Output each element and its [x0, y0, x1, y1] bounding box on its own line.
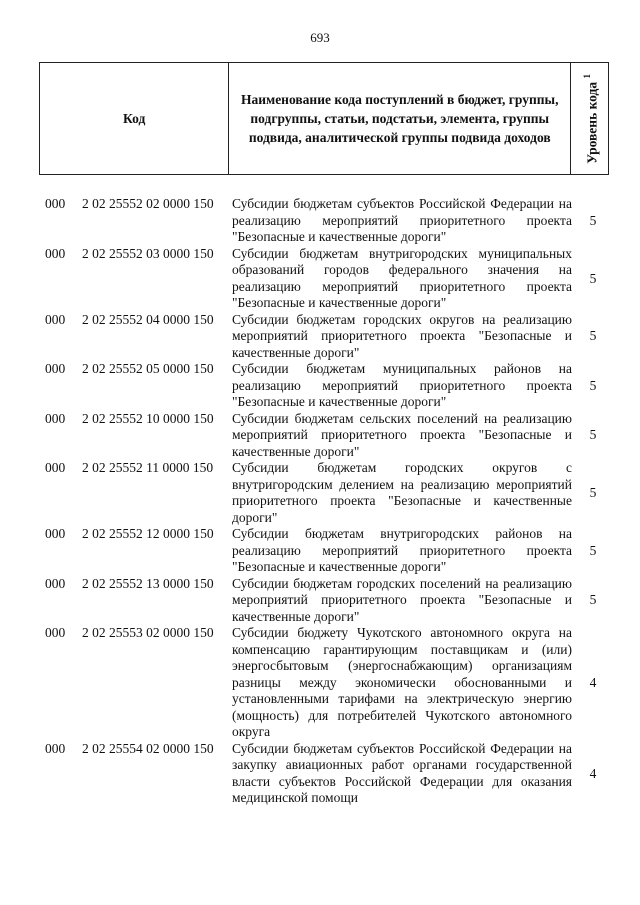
income-name: Субсидии бюджету Чукотского автономного округа на компенсацию гарантирующим поставщикам и (или) энергосбытовым (энергоснабжающим) организациям разницы между экономически обоснованными и установленными тарифами на электрическую энергию (мощность) для потребителей Чукотского автономного округа	[232, 625, 572, 739]
income-name: Субсидии бюджетам субъектов Российской Федерации на реализацию мероприятий приоритетного проекта "Безопасные и качественные дороги"	[232, 196, 572, 244]
income-code: 2 02 25552 10 0000 150	[82, 410, 214, 426]
income-name: Субсидии бюджетам субъектов Российской Федерации на закупку авиационных работ органами государственной власти субъектов Российской Федерации для оказания медицинской помощи	[232, 740, 572, 805]
table-row	[0, 526, 640, 576]
code-level: 5	[589, 270, 597, 286]
admin-code: 000	[45, 361, 66, 376]
code-level: 5	[589, 542, 597, 558]
table-row	[0, 361, 640, 411]
income-name: Субсидии бюджетам внутригородских районов на реализацию мероприятий приоритетного проекта "Безопасные и качественные дороги"	[232, 526, 572, 574]
table-row	[0, 741, 640, 807]
admin-code: 000	[45, 460, 66, 475]
income-code: 2 02 25552 05 0000 150	[82, 361, 214, 376]
header-level-text: Уровень кода	[584, 81, 600, 164]
code-level: 5	[589, 328, 597, 343]
code-level: 5	[589, 484, 597, 500]
header-level-label	[578, 74, 602, 164]
table-row	[0, 576, 640, 626]
admin-code: 000	[45, 410, 66, 426]
code-level: 5	[589, 427, 597, 442]
table-row	[0, 246, 640, 312]
income-code: 2 02 25552 13 0000 150	[82, 575, 214, 591]
code-level: 5	[589, 592, 597, 607]
income-code: 2 02 25552 12 0000 150	[82, 526, 214, 541]
admin-code: 000	[45, 740, 66, 756]
code-level: 5	[589, 212, 597, 228]
income-code: 2 02 25554 02 0000 150	[82, 740, 214, 756]
code-level: 4	[589, 765, 597, 781]
header-level-footnote: 1	[581, 73, 592, 79]
income-code: 2 02 25552 02 0000 150	[82, 196, 214, 211]
admin-code: 000	[45, 526, 66, 541]
income-name: Субсидии бюджетам городских поселений на реализацию мероприятий приоритетного проекта "Безопасные и качественные дороги"	[232, 575, 572, 624]
income-code: 2 02 25552 11 0000 150	[82, 460, 214, 475]
income-name: Субсидии бюджетам сельских поселений на реализацию мероприятий приоритетного проекта "Безопасные и качественные дороги"	[232, 410, 572, 459]
table-row	[0, 460, 640, 526]
code-level: 4	[589, 674, 597, 690]
income-name: Субсидии бюджетам городских округов с внутригородским делением на реализацию мероприятий приоритетного проекта "Безопасные и качественные дороги"	[232, 460, 572, 525]
header-code: Код	[40, 63, 229, 174]
admin-code: 000	[45, 575, 66, 591]
code-level: 5	[589, 377, 597, 393]
admin-code: 000	[45, 245, 66, 261]
admin-code: 000	[45, 196, 66, 211]
income-name: Субсидии бюджетам внутригородских муниципальных образований городов федерального значения на реализацию мероприятий приоритетного проекта "Безопасные и качественные дороги"	[232, 245, 572, 310]
table-row	[0, 196, 640, 246]
income-name: Субсидии бюджетам городских округов на реализацию мероприятий приоритетного проекта "Безопасные и качественные дороги"	[232, 311, 572, 360]
page-number: 693	[310, 30, 330, 45]
table-body	[0, 196, 640, 807]
income-name: Субсидии бюджетам муниципальных районов на реализацию мероприятий приоритетного проекта "Безопасные и качественные дороги"	[232, 361, 572, 409]
admin-code: 000	[45, 311, 66, 327]
header-level	[571, 63, 608, 174]
income-code: 2 02 25553 02 0000 150	[82, 625, 214, 640]
table-row	[0, 312, 640, 362]
income-code: 2 02 25552 04 0000 150	[82, 311, 214, 327]
header-name: Наименование кода поступлений в бюджет, группы, подгруппы, статьи, подстатьи, элемента, группы подвида, аналитической группы подвида доходов	[229, 63, 571, 174]
admin-code: 000	[45, 625, 66, 640]
income-code: 2 02 25552 03 0000 150	[82, 245, 214, 261]
table-row	[0, 411, 640, 461]
table-header	[39, 62, 609, 175]
table-row	[0, 625, 640, 741]
